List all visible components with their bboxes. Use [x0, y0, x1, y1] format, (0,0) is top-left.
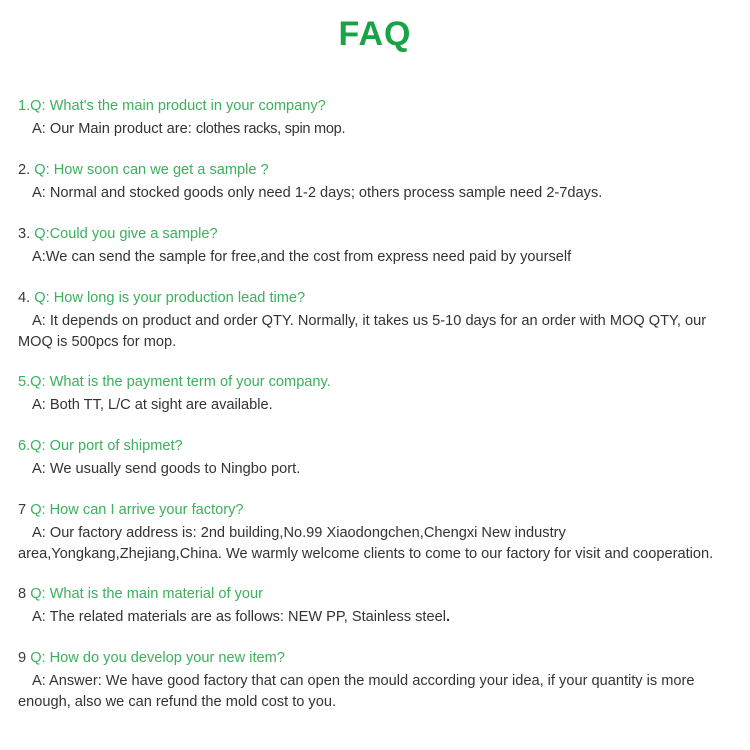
faq-question-text-7: Q: How can I arrive your factory? — [30, 502, 244, 518]
faq-question-7 — [18, 500, 746, 521]
faq-answer-8 — [18, 607, 746, 628]
faq-number-3: 3. — [18, 226, 31, 242]
faq-question-text-9: Q: How do you develop your new item? — [30, 650, 285, 666]
faq-answer-1 — [18, 119, 746, 140]
faq-item-8 — [0, 584, 750, 628]
page-title: FAQ — [338, 15, 412, 53]
faq-question-1 — [18, 96, 746, 117]
faq-item-2 — [0, 160, 750, 204]
faq-answer-4: A: It depends on product and order QTY. Normally, it takes us 5-10 days for an order with MOQ QTY, our MOQ is 500pcs for mop. — [18, 313, 707, 350]
spacer — [0, 565, 750, 584]
faq-number-8: 8 — [18, 586, 27, 602]
faq-answer-products-1: clothes racks, spin mop. — [195, 121, 346, 137]
faq-number-5: 5. — [18, 374, 31, 390]
faq-answer-3: A:We can send the sample for free,and the cost from express need paid by yourself — [32, 249, 572, 265]
faq-question-text-1: Q: What's the main product in your company? — [30, 98, 326, 114]
spacer — [0, 628, 750, 648]
faq-item-9 — [0, 648, 750, 713]
spacer — [0, 353, 750, 372]
faq-answer-9: A: Answer: We have good factory that can open the mould according your idea, if your quantity is more enough, also we can refund the mold cost to you. — [18, 673, 695, 710]
spacer — [0, 268, 750, 288]
faq-answer-text-1: A: Our Main product are: — [32, 121, 196, 137]
faq-question-9 — [18, 648, 746, 669]
faq-list — [0, 96, 750, 713]
faq-question-text-5: Q: What is the payment term of your company. — [30, 374, 331, 390]
spacer — [0, 140, 750, 160]
faq-item-7 — [0, 500, 750, 565]
faq-question-4 — [18, 288, 746, 309]
faq-item-1 — [0, 96, 750, 140]
spacer — [0, 480, 750, 500]
faq-number-7: 7 — [18, 502, 27, 518]
faq-number-9: 9 — [18, 650, 27, 666]
faq-question-6 — [18, 436, 746, 457]
faq-answer-7: A: Our factory address is: 2nd building,No.99 Xiaodongchen,Chengxi New industry area,Yongkang,Zhejiang,China. We warmly welcome clients to come to our factory for visit and cooperation. — [18, 525, 714, 562]
faq-question-text-3: Q:Could you give a sample? — [34, 226, 218, 242]
spacer — [0, 416, 750, 436]
faq-answer-6: A: We usually send goods to Ningbo port. — [32, 461, 301, 477]
faq-answer-text-8: A: The related materials are as follows: NEW PP, Stainless steel — [32, 609, 446, 625]
faq-answer-5: A: Both TT, L/C at sight are available. — [32, 397, 273, 413]
faq-question-2 — [18, 160, 746, 181]
spacer — [0, 204, 750, 224]
faq-question-3 — [18, 224, 746, 245]
faq-question-8 — [18, 584, 746, 605]
faq-item-5 — [0, 372, 750, 416]
faq-number-6: 6. — [18, 438, 31, 454]
faq-question-text-6: Q: Our port of shipmet? — [30, 438, 183, 454]
faq-question-5 — [18, 372, 746, 393]
faq-item-6 — [0, 436, 750, 480]
faq-number-2: 2. — [18, 162, 31, 178]
faq-number-4: 4. — [18, 290, 31, 306]
faq-answer-2: A: Normal and stocked goods only need 1-2 days; others process sample need 2-7days. — [32, 185, 603, 201]
faq-question-text-2: Q: How soon can we get a sample ? — [34, 162, 269, 178]
faq-item-3 — [0, 224, 750, 268]
faq-question-text-8: Q: What is the main material of your — [30, 586, 263, 602]
faq-number-1: 1. — [18, 98, 31, 114]
faq-question-text-4: Q: How long is your production lead time? — [34, 290, 306, 306]
faq-answer-period-8: . — [445, 609, 451, 625]
faq-item-4 — [0, 288, 750, 353]
